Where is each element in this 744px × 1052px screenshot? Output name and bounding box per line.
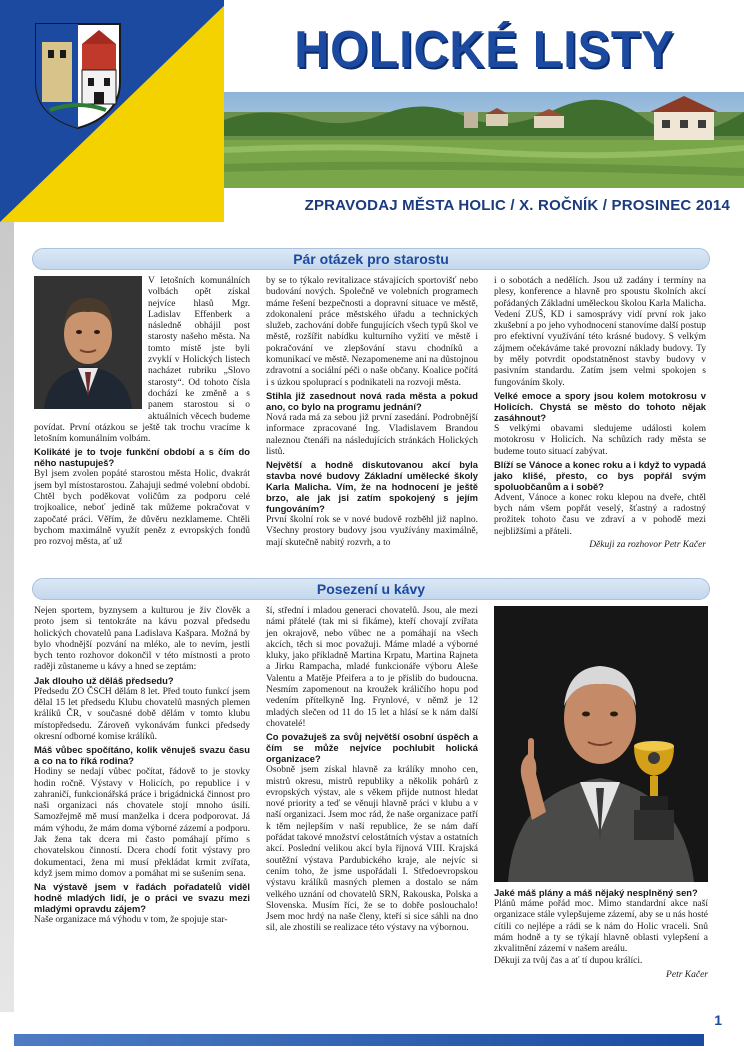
paragraph: Nejen sportem, byznysem a kulturou je živ člověk a proto jsem si tentokráte na kávu pozval předsedu holických chovatelů pana Ladislava Kašpara. Možná by bylo vhodnější pozvání na mléko, ale to nevím, jestli bych tento rozhovor dokončil v této místnosti a proto raději zůstaneme u kávy a hned se zeptám:: [34, 606, 250, 673]
interview-question: Největší a hodně diskutovanou akcí byla stavba nové budovy Základní umělecké školy Karla Malicha. Vím, že na hodnocení je ještě brzo, ale jak jsi zatím spokojený s jejím fungováním?: [266, 459, 478, 515]
paragraph: Osobně jsem získal hlavně za králíky mnoho cen, mistrů okresu, mistrů republiky a několik pohárů z evropských výstav, ale s věkem přijde nutnost hledat nové priority a teď se věnuji hlavně práci v klubu a v naší organizaci. Jsem moc rád, že naše organizace patří k těm nejlepším v naší republice, že se nám daří pořádat takové množství celostátních výstav a ostatních akcí. Poslední velikou akcí byla říjnová VIII. Krajská soutěžní výstava Pardubického kraje, ale nejvíc si cením toho, že jsme uspořádali I. Středoevropskou výstavu králíků masných plemen a dostalo se nám velkého uznání od chovatelů SRN, Rakouska, Polska a Slovenska. Musím říci, že se to dobře poslouchalo! Jsem moc hrdý na naše členy, kteří si sice sáhli na dno sil, ale zhostili se realizace této výstavy na výbornou.: [266, 765, 478, 934]
paragraph: Byl jsem zvolen popáté starostou města Holic, dvakrát jsem byl místostarostou. Zahajuji sedmé volební období. Chtěl bych poděkovat voličům za podporu celé trojkoalice, neboť jedině tak můžeme pokračovat v započaté práci. Věřím, že důvěru nezklameme. Chtěli bychom maximálně využít peněz z evropských fondů pro rozvoj města, ať už: [34, 469, 250, 548]
interview-question: Na výstavě jsem v řadách pořadatelů viděl hodně mladých lidí, je o práci ve svazu mezi mladými opravdu zájem?: [34, 881, 250, 915]
side-gradient-strip: [0, 222, 14, 1012]
section-heading-text: Pár otázek pro starostu: [293, 251, 449, 267]
paragraph: i o sobotách a nedělích. Jsou už zadány i termíny na plesy, konference a hlavně pro spoustu školních akcí pořádaných Základní uměleckou školou Karla Malicha. Vedení ZUŠ, KD i samosprávy vidí první rok jako zkušební a po jeho vyhodnocení stanovíme další postup pro efektivní využívání této krásné budovy. S velkým zájmem očekáváme také provozní náklady budovy. Ty by měly potvrdit opodstatněnost stavby budovy v pasivním standardu. Zatím jsem velmi spokojen s fungováním školy.: [494, 276, 706, 388]
paragraph: Děkuji za tvůj čas a ať tí dupou králíci.: [494, 956, 643, 967]
issue-subtitle: ZPRAVODAJ MĚSTA HOLIC / X. ROČNÍK / PROSINEC 2014: [304, 196, 730, 214]
interview-question: Máš vůbec spočítáno, kolik věnuješ svazu času a co na to říká rodina?: [34, 744, 250, 767]
newsletter-title: HOLICKÉ LISTY: [293, 21, 675, 79]
interview-question: Jaké máš plány a máš nějaký nesplněný sen?: [494, 887, 698, 898]
paragraph: by se to týkalo revitalizace stávajících sportovišť nebo budování nových. Společně ve volebních programech máme řešení bezpečnosti a dopravní situace ve městě, zdokonalení práce městského úřadu a technických služeb, zachování dobře fungujících všech typů škol ve městě, rozšířit nabídku kulturního vyžití ve městě i pokračování ve zlepšování stavu chodníků a komunikací ve městě. Nezapomeneme ani na důstojnou zdravotní a sociální péči o naše občany. Koalice počítá i s úzkou spoluprací s podnikateli na rozvoji města.: [266, 276, 478, 388]
section-heading-text: Posezení u kávy: [316, 581, 426, 597]
paragraph: Hodiny se nedají vůbec počítat, řádově to je stovky hodin ročně. Výstavy v Holicích, po republice i v zahraničí, funkcionářská práce i brigádnická činnost pro naši organizaci nás chovatele stojí mnoho úsilí. Samozřejmě mě musí manželka i dcera podporovat. Já mám výhodu, že mám doma výborné zázemí a podporu. Jak žena tak dcera mi často pomáhají přímo s chovatelskou činností. Dcera chodí fotit výstavy pro dokumentaci, žena mi musí překládat krmit zvířata, když jsem mimo domov a pomáhat mi se sušením sena.: [34, 767, 250, 879]
mayor-interview-column-1: [34, 276, 250, 576]
paragraph: Plánů máme pořád moc. Mimo standardní akce naší organizace stále vylepšujeme zázemí, aby se u nás hosté cítili co nejlépe a rádi se k nám do Holic vraceli. Snů mám hodně a ty se týkají hlavně oblasti vylepšení a zkvalitnění zázemí v našem areálu.: [494, 899, 708, 955]
page-footer: [14, 1012, 744, 1052]
masthead: [0, 0, 744, 222]
paragraph: Naše organizace má výhodu v tom, že spojuje star-: [34, 915, 228, 926]
paragraph: V letošních komunálních volbách opět získal nejvíce hlasů Mgr. Ladislav Effenberk a následně obhájil post starosty našeho města. Na tomto místě jste byli zvyklí v Holických listech nacházet rubriku „Slovo starosty“. Od tohoto čísla dochází ke změně a s panem starostou si o aktuálních věcech budeme povídat. První otázkou se ještě tak trochu vracíme k letošním komunálním volbám.: [34, 276, 250, 445]
interview-question: Stihla již zasednout nová rada města a pokud ano, co bylo na programu jednání?: [266, 389, 478, 412]
paragraph: Nová rada má za sebou již první zasedání. Podrobnější informace zpracované Ing. Vladislavem Brandou naleznou čtenáři na následujících stránkách Holických listů.: [266, 412, 478, 457]
author-signature: Petr Kačer: [666, 969, 708, 980]
interview-question: Jak dlouho už děláš předsedu?: [34, 674, 174, 686]
mayor-interview-column-3: [494, 276, 706, 576]
town-panorama-image: [224, 92, 744, 188]
mayor-interview-column-2: [266, 276, 478, 576]
paragraph: ší, střední i mladou generaci chovatelů. Jsou, ale mezi námi přátelé (tak mi si fikáme), kteří chovají zvířata jen okrajově, nebo vůbec ne a pomáhají na všech akcích, těch si moc považuji. Máme mladé a výborné kluky, jako příkladně Martina Krpatu, Martina Rajneta a Jirku Rampacha, mladé funkcionáře výboru Aleše Valentu a Matěje Pfeifera a to je příslib do budoucna. Nesmím zapomenout na kroužek králičího hopu pod vedením přítelkyně Ing. Frynlové, v němž je 12 mladých slečen od 11 do 15 let a hlásí se k nám další chovatelé!: [266, 606, 478, 729]
paragraph: Předsedu ZO ČSCH dělám 8 let. Před touto funkcí jsem dělal 15 let předsedu Klubu chovatelů masných plemen králíků ČR, v současné době dělám v tomto klubu místopředsedu. Zároveň vykonávám funkci předsedy okresní odborné komise králíků.: [34, 686, 250, 742]
interview-question: Velké emoce a spory jsou kolem motokrosu v Holicích. Chystá se město do tohoto nějak zasáhnout?: [494, 389, 706, 423]
paragraph: První školní rok se v nové budově rozběhl již naplno. Všechny prostory budovy jsou využívány maximálně, mají skutečně nabitý rozvrh, a to: [266, 515, 478, 548]
mayor-portrait-image: [34, 276, 142, 409]
coffee-interview-column-2: [266, 606, 478, 1008]
paragraph: S velkými obavami sledujeme události kolem motokrosu v Holicích. Na schůzích rady města se budeme touto situací zabývat.: [494, 423, 706, 457]
author-signature: Děkuji za rozhovor Petr Kačer: [589, 540, 706, 551]
town-crest-icon: [30, 20, 126, 130]
interview-question: Co považuješ za svůj největší osobní úspěch a čím se může nejvíce pochlubit holická organizace?: [266, 731, 478, 765]
coffee-interview-column-1: [34, 606, 250, 1008]
subtitle-band: [224, 188, 744, 222]
page-number: 1: [714, 1012, 722, 1028]
breeder-portrait-image: [494, 606, 708, 882]
interview-question: Blíží se Vánoce a konec roku a i když to vypadá jako klišé, přesto, co bys popřál svým spoluobčanům a i sobě?: [494, 458, 706, 492]
interview-question: Kolikáté je to tvoje funkční období a s čím do něho nastupuješ?: [34, 446, 250, 469]
section-heading-coffee: [32, 578, 710, 600]
footer-bar: [14, 1034, 704, 1046]
section-heading-mayor: [32, 248, 710, 270]
paragraph: Advent, Vánoce a konec roku klepou na dveře, chtěl bych nám všem popřát veselý, šťastný a radostný prožitek tohoto času ve zdraví a v pohodě mezi nejbližšími a přáteli.: [494, 492, 706, 537]
title-band: [224, 0, 744, 100]
coffee-interview-column-3: [494, 886, 708, 1008]
